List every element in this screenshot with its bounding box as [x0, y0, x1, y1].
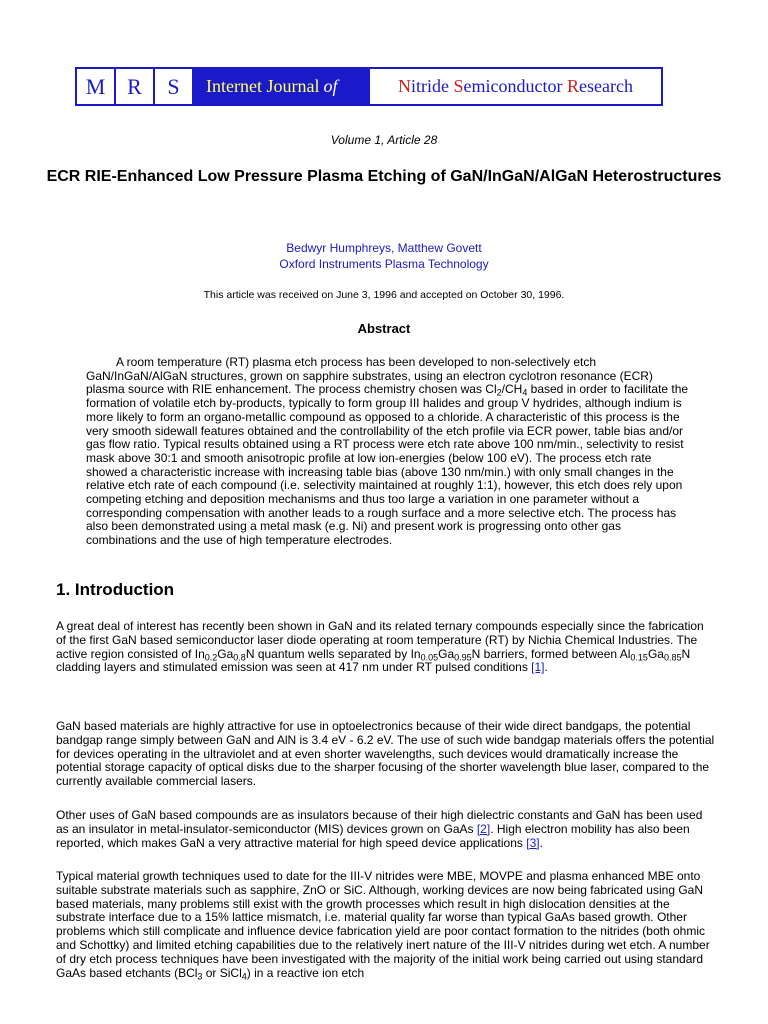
- author-separator: ,: [390, 241, 398, 255]
- received-note: This article was received on June 3, 1996 and accepted on October 30, 1996.: [203, 289, 565, 301]
- internet-journal-title: Internet Journal of: [194, 69, 370, 104]
- reference-link-3[interactable]: [3]: [526, 835, 540, 850]
- section-number: 1.: [56, 580, 71, 599]
- journal-banner[interactable]: [75, 67, 663, 106]
- authors-block: [0, 240, 768, 272]
- intro-paragraph-3: Other uses of GaN based compounds are as insulators because of their high dielectric constants and GaN has been used as an insulator in metal-insulator-semiconductor (MIS) devices grown on GaAs [2]. High electron mobility has also been reported, which makes GaN a very attractive material for high speed device applications [3].: [56, 808, 703, 850]
- volume-article: Volume 1, Article 28: [330, 133, 438, 147]
- affiliation-link[interactable]: Oxford Instruments Plasma Technology: [279, 257, 489, 271]
- section-title: Introduction: [74, 580, 175, 599]
- author-link-1[interactable]: Bedwyr Humphreys: [286, 241, 391, 255]
- section-heading: [56, 580, 174, 600]
- intro-paragraph-4: Typical material growth techniques used to date for the III-V nitrides were MBE, MOVPE and plasma enhanced MBE onto suitable substrate materials such as sapphire, ZnO or SiC. Although, working devices are now being fabricated using GaN based materials, many problems still exist with the growth processes which result in high dislocation densities at the substrate interface due to a 15% lattice mismatch, i.e. material quality far worse than typical GaAs based growth. Other problems which still complicate and influence device fabrication yield are poor contact formation to the nitrides (both ohmic and Schottky) and limited etching capabilities due to the relatively inert nature of the III-V nitrides during wet etch. A number of dry etch process techniques have been investigated with the majority of the initial work being carried out using standard GaAs based etchants (BCl$_3$ or SiCl$_4$) in a reactive ion etch: [56, 869, 710, 982]
- intro-paragraph-2: GaN based materials are highly attractive for use in optoelectronics because of their wide direct bandgaps, the potential bandgap range simply between GaN and AlN is 3.4 eV - 6.2 eV. The use of such wide bandgap materials offers the potential for devices operating in the ultraviolet and at even shorter wavelengths, such devices would dramatically increase the potential storage capacity of optical disks due to the sharper focusing of the shorter wavelength blue laser, compared to the currently available commercial lasers.: [56, 719, 715, 789]
- article-title: ECR RIE-Enhanced Low Pressure Plasma Etching of GaN/InGaN/AlGaN Heterostructures: [46, 168, 722, 185]
- banner-letter-r: R: [116, 69, 155, 104]
- banner-letter-m: M: [77, 69, 116, 104]
- intro-paragraph-1: A great deal of interest has recently been shown in GaN and its related ternary compounds especially since the fabrication of the first GaN based semiconductor laser diode operating at room temperature (RT) by Nichia Chemical Industries. The active region consisted of $In_{0.2}Ga_{0.8}N$ quantum wells separated by $In_{0.05}Ga_{0.95}N$ barriers, formed between $Al_{0.15}Ga_{0.85}N$ cladding layers and stimulated emission was seen at 417 nm under RT pulsed conditions [1].: [56, 619, 704, 675]
- banner-letter-s: S: [155, 69, 194, 104]
- author-link-2[interactable]: Matthew Govett: [397, 241, 482, 255]
- abstract-heading: Abstract: [357, 321, 411, 336]
- abstract-text: A room temperature (RT) plasma etch process has been developed to non-selectively etch GaN/InGaN/AlGaN structures, grown on sapphire substrates, using an electron cyclotron resonance (ECR) plasma source with RIE enhancement. The process chemistry chosen was $Cl_2/CH_4$ based in order to facilitate the formation of volatile etch by-products, typically to form group III halides and group V hydrides, although indium is more likely to form an organo-metallic compound as opposed to a chloride. A characteristic of this process is the very smooth sidewall features obtained and the controllability of the etch profile via ECR power, table bias and/or gas flow ratio. Typical results obtained using a RT process were etch rate above 100 nm/min., selectivity to resist mask above 30:1 and smooth anisotropic profile at low ion-energies (below 100 eV). The process etch rate showed a characteristic increase with increasing table bias (above 130 nm/min.) with only small changes in the relative etch rate of each compound (i.e. selectivity maintained at roughly 1:1), however, this etch does rely upon competing etching and deposition mechanisms and thus too large a variation in one parameter without a corresponding compensation with another leads to a rough surface and a more selective etch. The process has also been demonstrated using a metal mask (e.g. Ni) and present work is progressing onto other gas combinations and the use of high temperature electrodes.: [86, 355, 689, 548]
- reference-link-1[interactable]: [1]: [531, 660, 545, 675]
- reference-link-2[interactable]: [2]: [476, 821, 491, 836]
- nitride-research-title: N itride S emiconductor R esearch: [398, 76, 633, 96]
